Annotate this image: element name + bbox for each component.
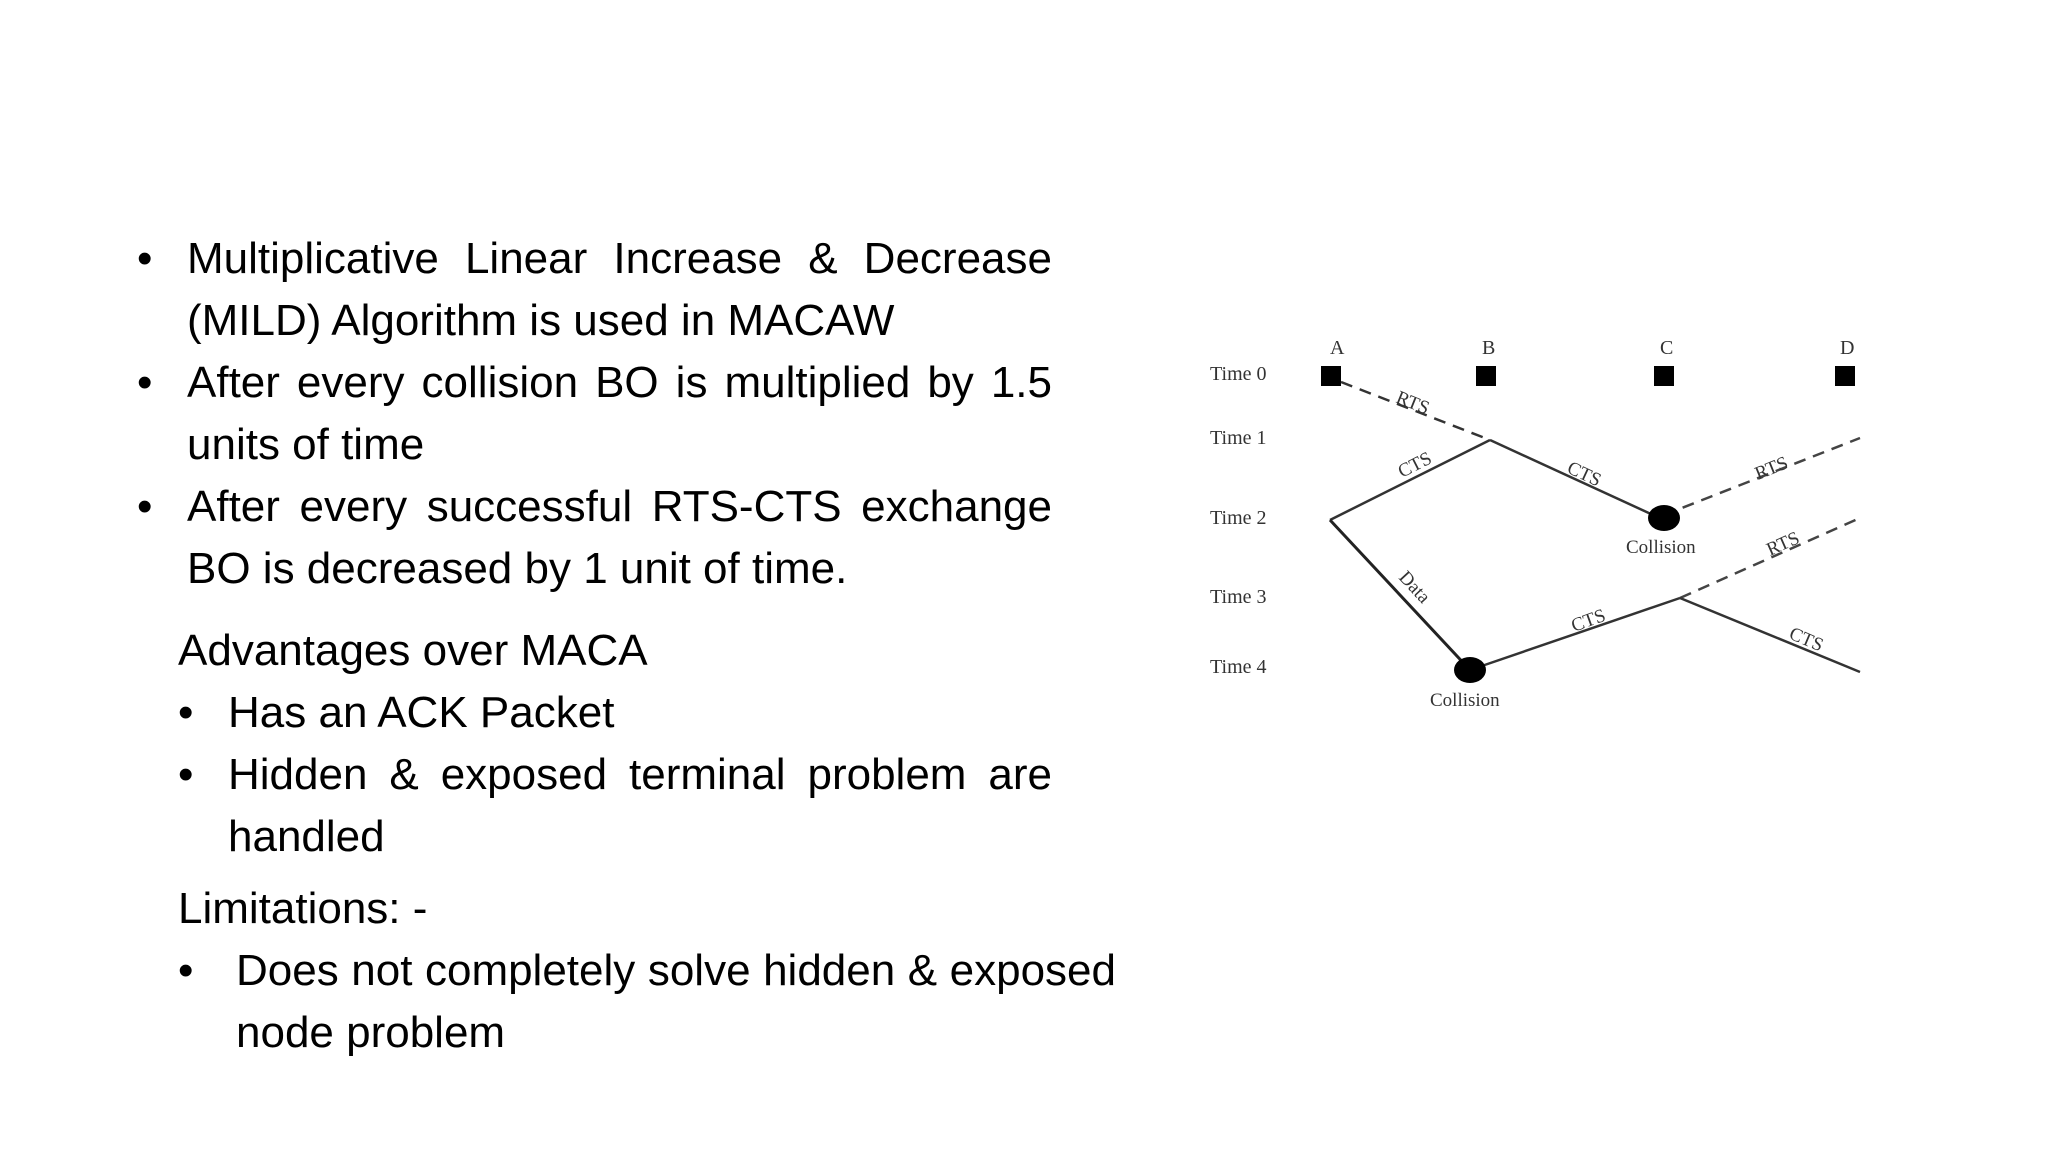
- edge-label-cts-right: CTS: [1563, 457, 1605, 492]
- bullet-text: After every collision BO is multiplied by 1.5 units of time: [187, 358, 1052, 469]
- data-line: [1330, 520, 1470, 670]
- advantages-heading: Advantages over MACA: [178, 626, 648, 675]
- bullet-text: After every successful RTS-CTS exchange BO is decreased by 1 unit of time.: [187, 482, 1052, 593]
- main-bullet-list: [137, 228, 1052, 600]
- bullet-text: Multiplicative Linear Increase & Decrease (MILD) Algorithm is used in MACAW: [187, 234, 1052, 345]
- limitation-text: Does not completely solve hidden & exposed node problem: [236, 946, 1116, 1057]
- collision-label-c: Collision: [1626, 537, 1696, 558]
- collision-label-time4: Collision: [1430, 690, 1500, 711]
- bullet-dot: •: [178, 688, 194, 737]
- edge-label-cts-time4: CTS: [1568, 605, 1609, 637]
- bullet-item: [137, 228, 1052, 352]
- bullet-dot: •: [137, 358, 153, 407]
- node-c-marker: [1654, 366, 1674, 386]
- advantage-text: Has an ACK Packet: [228, 688, 615, 737]
- edge-label-cts-end: CTS: [1786, 623, 1827, 657]
- edge-label-rts-d: RTS: [1763, 527, 1803, 561]
- limitation-item: [178, 940, 1116, 1064]
- node-label-a: A: [1330, 337, 1345, 359]
- node-label-c: C: [1660, 337, 1674, 359]
- cts-line-b-left: [1330, 440, 1490, 520]
- advantage-text: Hidden & exposed terminal problem are handled: [228, 750, 1052, 861]
- edge-label-data: Data: [1394, 567, 1435, 608]
- collision-dot-time4: [1454, 657, 1486, 683]
- bullet-dot: •: [137, 234, 153, 283]
- time-label-2: Time 2: [1210, 507, 1267, 529]
- advantage-item: [178, 682, 1052, 744]
- bullet-item: [137, 352, 1052, 476]
- node-label-d: D: [1840, 337, 1855, 359]
- time-label-0: Time 0: [1210, 363, 1267, 385]
- advantages-list: [178, 682, 1052, 868]
- bullet-item: [137, 476, 1052, 600]
- cts-line-end: [1680, 598, 1860, 672]
- node-label-b: B: [1482, 337, 1496, 359]
- limitations-list: [178, 940, 1116, 1064]
- edge-label-cts-left: CTS: [1394, 447, 1436, 483]
- bullet-dot: •: [178, 946, 194, 995]
- edge-label-rts-c: RTS: [1752, 452, 1792, 485]
- collision-dot-c: [1648, 505, 1680, 531]
- node-b-marker: [1476, 366, 1496, 386]
- macaw-timing-diagram: [1180, 320, 1900, 740]
- node-a-marker: [1321, 366, 1341, 386]
- bullet-dot: •: [178, 750, 194, 799]
- time-label-1: Time 1: [1210, 427, 1267, 449]
- edge-label-rts-a: RTS: [1393, 387, 1433, 420]
- time-label-3: Time 3: [1210, 586, 1267, 608]
- limitations-heading: Limitations: -: [178, 884, 428, 933]
- bullet-dot: •: [137, 482, 153, 531]
- advantage-item: [178, 744, 1052, 868]
- time-label-4: Time 4: [1210, 656, 1267, 678]
- node-d-marker: [1835, 366, 1855, 386]
